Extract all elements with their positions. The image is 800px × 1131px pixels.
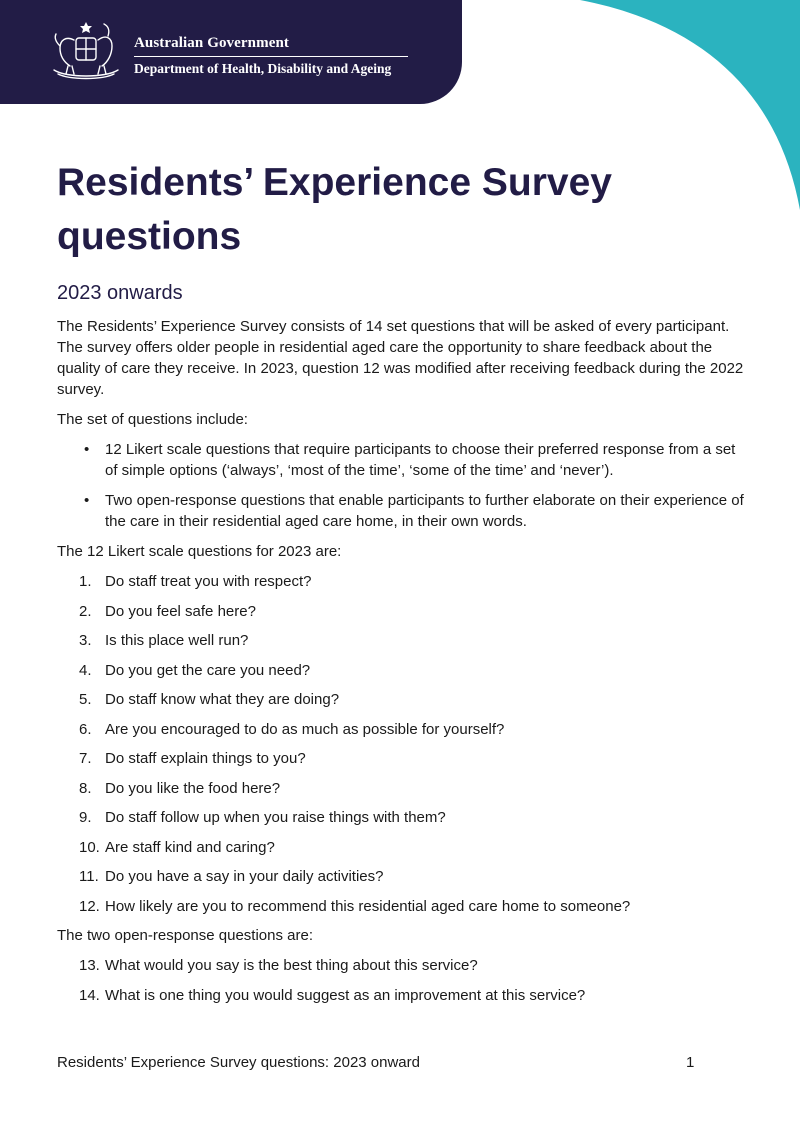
page-number: 1 [686,1054,695,1071]
question-number: 7. [79,750,92,767]
page-subtitle: 2023 onwards [57,282,183,304]
question-text: Are you encouraged to do as much as possible for yourself? [105,720,505,738]
question-text: Are staff kind and caring? [105,838,275,856]
question-text: Do you like the food here? [105,779,281,797]
page-title: Residents’ Experience Survey questions [57,161,612,258]
question-number: 12. [79,897,100,915]
government-name: Australian Government [134,35,290,51]
open-intro: The two open-response questions are: [57,927,313,944]
list-item [57,778,747,799]
question-number: 4. [79,661,92,679]
question-number: 11. [79,868,99,885]
list-item [57,601,747,622]
list-item [57,571,747,592]
question-text: How likely are you to recommend this residential aged care home to someone? [105,897,631,915]
document-body [57,316,747,1014]
list-item [57,955,747,976]
open-questions-list [57,955,747,1006]
bullet-text: Two open-response questions that enable participants to further elaborate on their experience of the care in their residential aged care home, in their own words. [105,492,744,530]
list-item [57,896,747,917]
question-number: 3. [79,632,92,649]
australian-coat-of-arms-icon [46,18,126,80]
list-item [57,660,747,681]
question-number: 13. [79,957,100,974]
footer-text: Residents’ Experience Survey questions: 2023 onward [57,1054,420,1071]
question-text: Do staff explain things to you? [105,750,306,767]
question-text: What is one thing you would suggest as an improvement at this service? [105,986,586,1004]
header-banner [0,0,462,104]
department-name: Department of Health, Disability and Ageing [134,61,392,76]
list-item [57,719,747,740]
question-number: 14. [79,986,100,1004]
list-item [57,807,747,828]
list-item [57,866,747,887]
question-text: Do staff treat you with respect? [105,573,312,590]
question-text: Do you feel safe here? [105,602,256,620]
question-number: 6. [79,720,92,738]
question-text: Do you get the care you need? [105,661,311,679]
question-number: 5. [79,691,92,708]
question-text: Do staff follow up when you raise things with them? [105,809,446,826]
question-number: 10. [79,838,100,856]
list-item [57,748,747,769]
question-text: Do staff know what they are doing? [105,691,340,708]
list-item [57,630,747,651]
question-text: Do you have a say in your daily activities? [105,868,384,885]
list-item [57,837,747,858]
list-item [57,689,747,710]
question-text: What would you say is the best thing about this service? [105,957,478,974]
question-number: 2. [79,602,92,620]
bullet-icon: • [84,492,90,509]
bullet-icon: • [84,441,90,458]
bullet-text: 12 Likert scale questions that require participants to choose their preferred response from a set of simple options (‘always’, ‘most of the time’, ‘some of the time’ and ‘never’). [105,441,736,479]
set-intro: The set of questions include: [57,411,248,428]
likert-questions-list [57,571,747,917]
question-number: 9. [79,809,92,826]
list-item [57,985,747,1006]
question-number: 8. [79,779,92,797]
header-divider [134,56,408,57]
question-number: 1. [79,573,92,590]
intro-paragraph: The Residents’ Experience Survey consists of 14 set questions that will be asked of every participant. The survey offers older people in residential aged care the opportunity to share feedback about the quality of care they receive. In 2023, question 12 was modified after receiving feedback during the 2022 survey. [57,318,744,398]
list-item [57,439,747,481]
likert-intro: The 12 Likert scale questions for 2023 are: [57,543,342,560]
question-types-list [57,439,747,532]
question-text: Is this place well run? [105,632,249,649]
list-item [57,490,747,532]
